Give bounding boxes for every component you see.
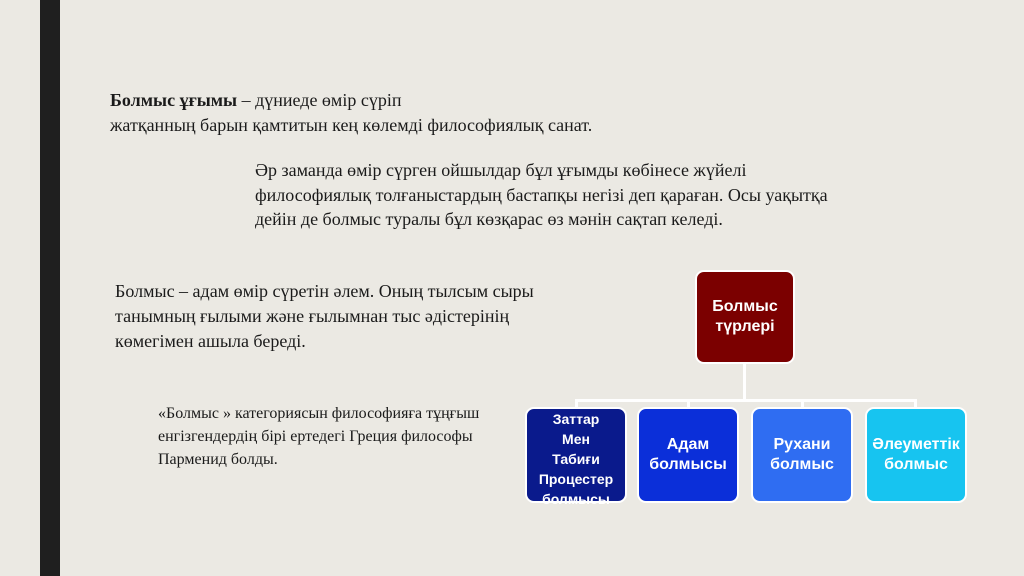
diagram-child-human: Адам болмысы <box>637 407 739 503</box>
diagram-root-box: Болмыс түрлері <box>695 270 795 364</box>
connector-horizontal <box>575 399 917 402</box>
diagram-child-social: Әлеуметтік болмыс <box>865 407 967 503</box>
definition-line1: – дүниеде өмір сүріп <box>237 90 402 110</box>
definition-line2: жатқанның барын қамтитын кең көлемді философиялық санат. <box>110 114 593 135</box>
diagram-child-spiritual: Рухани болмыс <box>751 407 853 503</box>
paragraph-world: Болмыс – адам өмір сүретін әлем. Оның тылсым сыры танымның ғылыми және ғылымнан тыс әдістерінің көмегімен ашыла береді. <box>115 281 534 351</box>
definition-term: Болмыс ұғымы <box>110 90 238 110</box>
paragraph-thinkers: Әр заманда өмір сүрген ойшылдар бұл ұғымды көбінесе жүйелі философиялық толғаныстардың бастапқы негізі деп қараған. Осы уақытқа дейін де болмыс туралы бұл көзқарас өз мәнін сақтап келеді. <box>255 160 828 229</box>
definition-text <box>110 88 750 137</box>
left-accent-bar <box>40 0 60 576</box>
diagram-child-objects: Заттар Мен Табиғи Процестер болмысы <box>525 407 627 503</box>
paragraph-parmenides: «Болмыс » категориясын философияға тұңғыш енгізгендердің бірі ертедегі Греция философы Парменид болды. <box>158 405 480 468</box>
connector-root-down <box>743 364 746 400</box>
